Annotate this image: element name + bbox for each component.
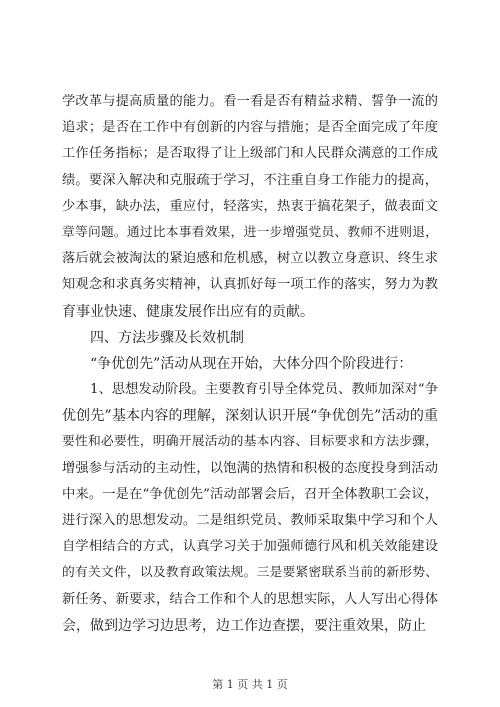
text-line: 落后就会被淘汰的紧迫感和危机感，树立以教立身意识、终生求 [62,251,438,267]
text-line: 中来。一是在“争优创先”活动部署会后，召开全体教职工会议， [62,486,438,502]
text-line: 新任务、新要求，结合工作和个人的思想实际，人人写出心得体 [62,591,438,607]
section-heading: 四、方法步骤及长效机制 [90,329,244,346]
text-line: 进行深入的思想发动。二是组织党员、教师采取集中学习和个人 [62,513,438,528]
text-line: 章等问题。通过比本事看效果，进一步增强党员、教师不进则退， [62,224,438,240]
text-line: 优创先”基本内容的理解，深刻认识开展“争优创先”活动的重 [62,408,438,425]
text-line: 会，做到边学习边思考，边工作边查摆，要注重效果，防止 [62,617,426,634]
text-line: 增强参与活动的主动性，以饱满的热情和积极的态度投身到活动 [62,460,438,476]
text-line: 工作任务指标；是否取得了让上级部门和人民群众满意的工作成 [62,146,438,162]
text-line: “争优创先”活动从现在开始，大体分四个阶段进行： [90,355,413,372]
page-footer: 第 1 页 共 1 页 [212,678,288,691]
text-line: 绩。要深入解决和克服疏于学习，不注重自身工作能力的提高， [62,172,438,188]
text-line: 自学相结合的方式，认真学习关于加强师德行风和机关效能建设 [62,539,438,555]
text-line: 学改革与提高质量的能力。看一看是否有精益求精、誓争一流的 [62,94,438,109]
text-line: 1、思想发动阶段。主要教育引导全体党员、教师加深对“争 [90,382,438,398]
text-line: 育事业快速、健康发展作出应有的贡献。 [62,303,314,320]
text-line: 要性和必要性，明确开展活动的基本内容、目标要求和方法步骤， [62,434,438,450]
text-line: 的有关文件，以及教育政策法规。三是要紧密联系当前的新形势、 [62,565,438,581]
text-line: 知观念和求真务实精神，认真抓好每一项工作的落实，努力为教 [62,277,438,293]
document-body [62,89,438,639]
text-line: 追求；是否在工作中有创新的内容与措施；是否全面完成了年度 [62,120,438,136]
text-line: 少本事，缺办法，重应付，轻落实，热衷于搞花架子，做表面文 [62,198,438,214]
